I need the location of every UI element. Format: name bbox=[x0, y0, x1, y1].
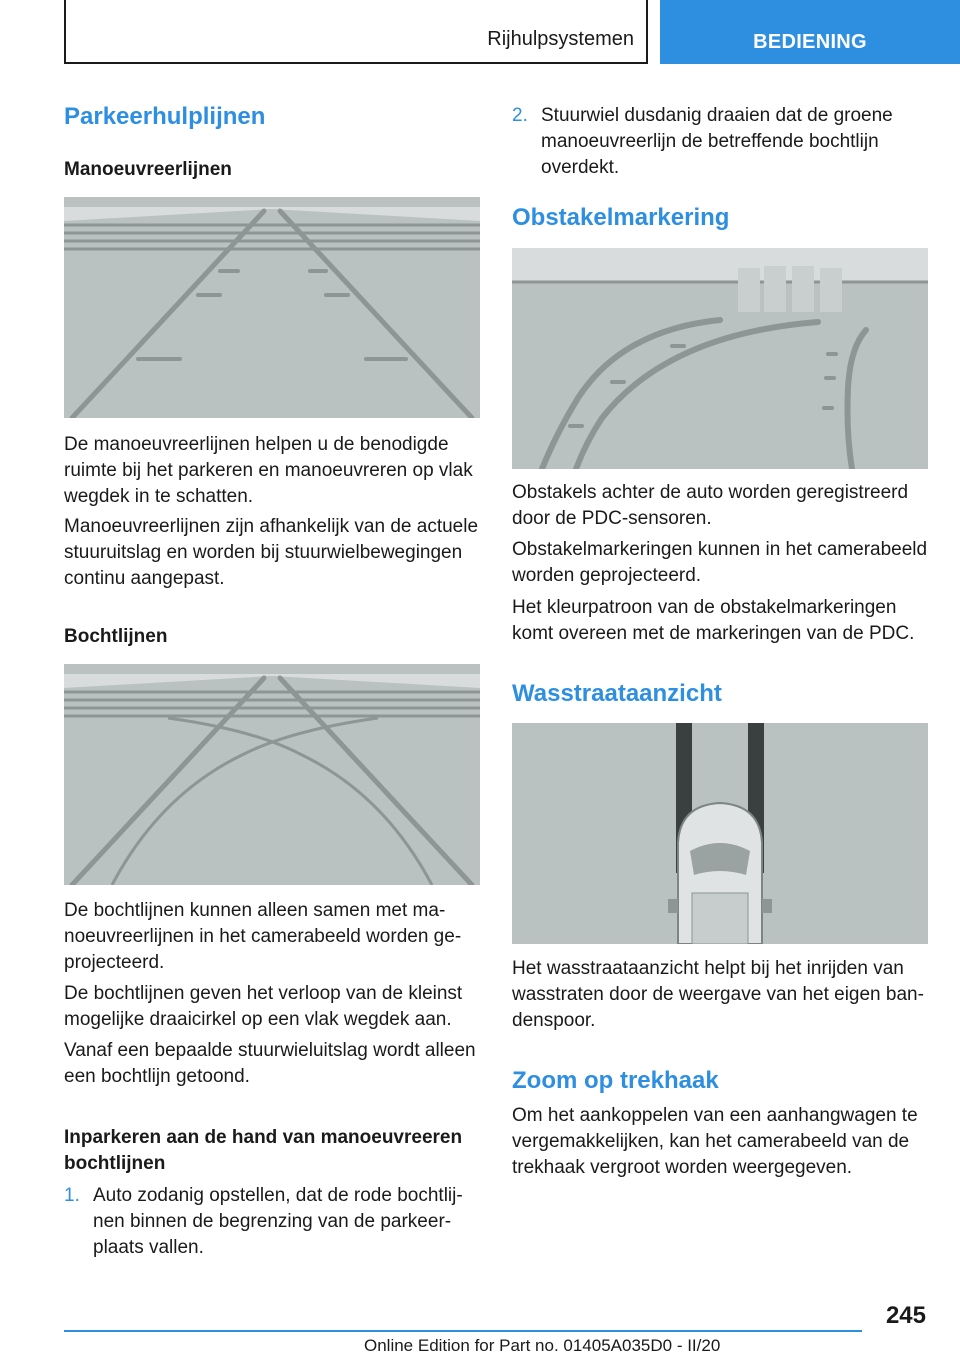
paragraph-bochtlijnen-1: De bochtlijnen kunnen alleen samen met manoeuvreerlijnen in het camerabeeld worden geprojecteerd. bbox=[64, 900, 462, 973]
figure-obstakelmarkering bbox=[512, 248, 928, 469]
header-section-title: Rijhulpsystemen bbox=[487, 28, 634, 50]
paragraph-manoeuvreer-2: Manoeuvreerlijnen zijn afhankelijk van de actuele stuuruitslag en worden bij stuurwielbewegingen continu aangepast. bbox=[64, 516, 479, 589]
figure-manoeuvreerlijnen bbox=[64, 197, 480, 418]
paragraph-obstakel-1: Obstakels achter de auto worden geregistreerd door de PDC-sensoren. bbox=[512, 482, 909, 529]
heading-obstakelmarkering: Obstakelmarkering bbox=[512, 204, 730, 231]
paragraph-bochtlijnen-2: De bochtlijnen geven het verloop van de kleinst mogelijke draaicirkel op een vlak wegdek aan. bbox=[64, 983, 463, 1030]
paragraph-manoeuvreer-1: De manoeuvreerlijnen helpen u de benodigde ruimte bij het parkeren en manoeuvreren op vlak wegdek in te schatten. bbox=[64, 434, 473, 507]
heading-parkeerhulplijnen: Parkeerhulplijnen bbox=[64, 103, 266, 130]
paragraph-obstakel-2: Obstakelmarkeringen kunnen in het camerabeeld worden geprojecteerd. bbox=[512, 539, 928, 586]
step-number: 1. bbox=[64, 1185, 80, 1206]
paragraph-bochtlijnen-3: Vanaf een bepaalde stuurwieluitslag wordt alleen een bochtlijn getoond. bbox=[64, 1040, 476, 1087]
heading-zoom-op-trekhaak: Zoom op trekhaak bbox=[512, 1067, 719, 1094]
paragraph-wasstraat: Het wasstraataanzicht helpt bij het inrijden van wasstraten door de weergave van het eigen bandenspoor. bbox=[512, 958, 924, 1031]
figure-wasstraataanzicht bbox=[512, 723, 928, 944]
step-text: Stuurwiel dusdanig draaien dat de groene manoeuvreerlijn de betreffende bochtlijn overdekt. bbox=[541, 105, 893, 178]
step-text: Auto zodanig opstellen, dat de rode bochtlijnen binnen de begrenzing van de parkeerplaats vallen. bbox=[93, 1185, 463, 1258]
header-chapter-tab: BEDIENING bbox=[660, 0, 960, 64]
paragraph-trekhaak: Om het aankoppelen van een aanhangwagen te vergemakkelijken, kan het camerabeeld van de trekhaak vergroot worden weergegeven. bbox=[512, 1105, 918, 1178]
footer-edition: Online Edition for Part no. 01405A035D0 - II/20 bbox=[364, 1336, 721, 1355]
page-number: 245 bbox=[885, 1302, 926, 1329]
figure-bochtlijnen bbox=[64, 664, 480, 885]
subheading-manoeuvreerlijnen: Manoeuvreerlijnen bbox=[64, 159, 232, 180]
subheading-inparkeren: Inparkeren aan de hand van manoeuvreeren bochtlijnen bbox=[64, 1127, 463, 1174]
footer-divider bbox=[64, 1330, 862, 1332]
paragraph-obstakel-3: Het kleurpatroon van de obstakelmarkeringen komt overeen met de markeringen van de PDC. bbox=[512, 597, 915, 644]
heading-wasstraataanzicht: Wasstraataanzicht bbox=[512, 680, 722, 707]
step-number: 2. bbox=[512, 105, 528, 126]
subheading-bochtlijnen: Bochtlijnen bbox=[64, 626, 168, 647]
